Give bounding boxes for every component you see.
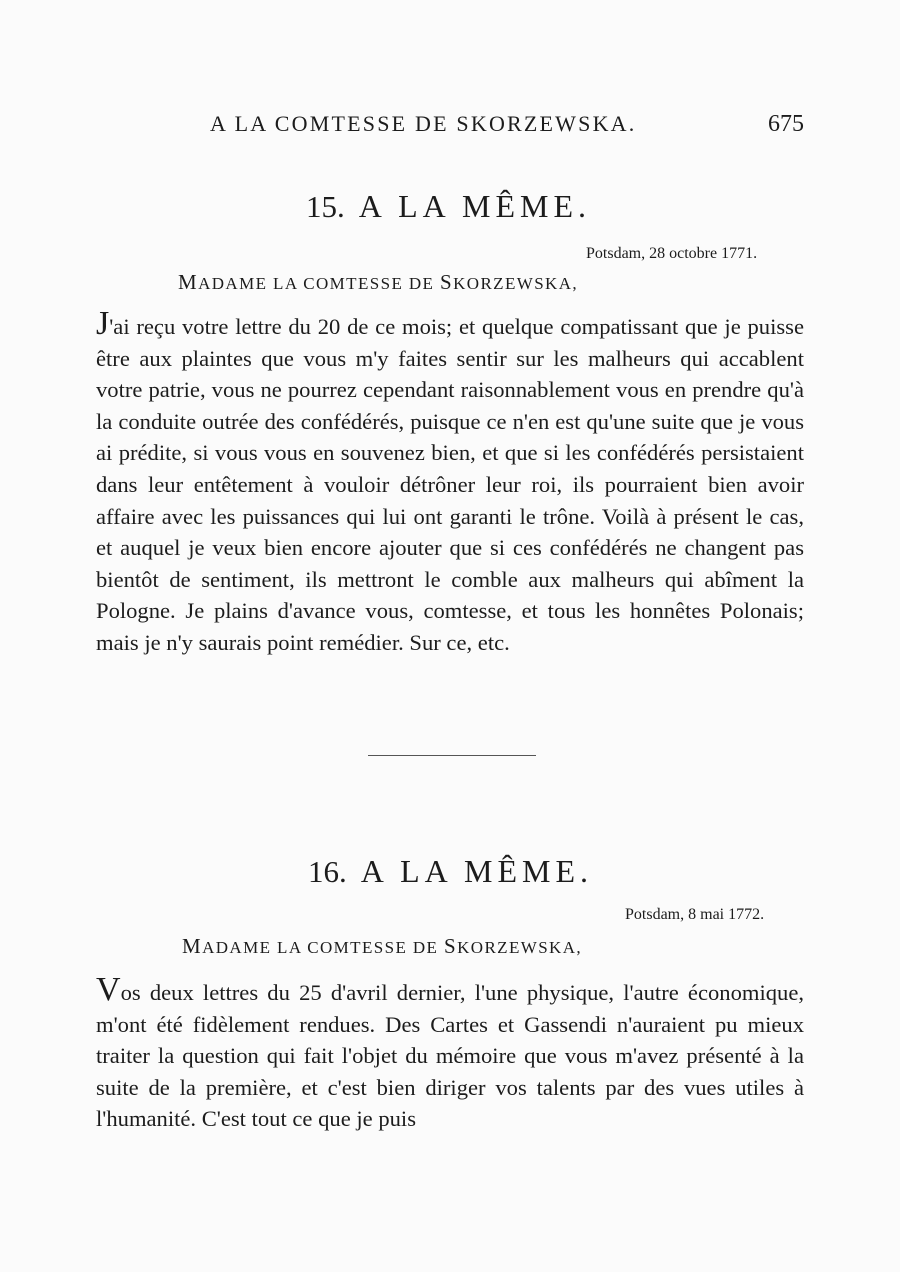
letter-15-heading <box>306 188 591 225</box>
salutation-middle: ADAME LA COMTESSE DE <box>198 274 440 293</box>
page-number: 675 <box>768 111 804 137</box>
salutation-name-initial: S <box>444 934 458 958</box>
letter-16-number: 16. <box>308 854 347 889</box>
section-divider <box>368 755 536 756</box>
letter-15-body <box>96 305 804 659</box>
letter-16-dateline: Potsdam, 8 mai 1772. <box>625 906 765 923</box>
letter-16-text: os deux lettres du 25 d'avril dernier, l'une physique, l'autre économique, m'ont été fidèlement rendues. Des Cartes et Gassendi n'auraient pu mieux traiter la question qui fait l'objet du mémoire que vous m'avez présenté à la suite de la première, et c'est bien diriger vos talents par des vues utiles à l'humanité. C'est tout ce que je puis <box>96 980 804 1132</box>
letter-16-salutation <box>182 934 582 959</box>
letter-15-number: 15. <box>306 189 345 224</box>
salutation-name-rest: KORZEWSKA, <box>453 274 579 293</box>
salutation-name-rest: KORZEWSKA, <box>457 938 583 957</box>
letter-15-dateline: Potsdam, 28 octobre 1771. <box>586 245 758 262</box>
salutation-initial: M <box>182 934 203 958</box>
letter-15-salutation <box>178 270 578 295</box>
letter-15-title: A LA MÊME. <box>358 188 591 224</box>
letter-16-initial: V <box>96 971 121 1008</box>
salutation-middle: ADAME LA COMTESSE DE <box>202 938 444 957</box>
salutation-initial: M <box>178 270 199 294</box>
letter-15-text: 'ai reçu votre lettre du 20 de ce mois; et quelque compatissant que je puisse être aux plaintes que vous m'y faites sentir sur les malheurs qui accablent votre patrie, vous ne pourrez cependant raisonnablement vous en prendre qu'à la conduite outrée des confédérés, puisque ce n'en est qu'une suite que je vous ai prédite, si vous vous en souvenez bien, et que si les confédérés persistaient dans leur entêtement à vouloir détrôner leur roi, ils pourraient bien avoir affaire avec les puissances qui lui ont garanti le trône. Voilà à présent le cas, et auquel je veux bien encore ajouter que si ces confédérés ne changent pas bientôt de sentiment, ils mettront le comble aux malheurs qui abîment la Pologne. Je plains d'avance vous, comtesse, et tous les honnêtes Polonais; mais je n'y saurais point remédier. Sur ce, etc. <box>96 314 804 655</box>
letter-16-heading <box>308 853 593 890</box>
salutation-name-initial: S <box>440 270 454 294</box>
letter-16-title: A LA MÊME. <box>360 853 593 889</box>
letter-15-initial: J <box>96 305 110 342</box>
running-title: A LA COMTESSE DE SKORZEWSKA. <box>210 111 637 136</box>
letter-16-body <box>96 971 804 1135</box>
